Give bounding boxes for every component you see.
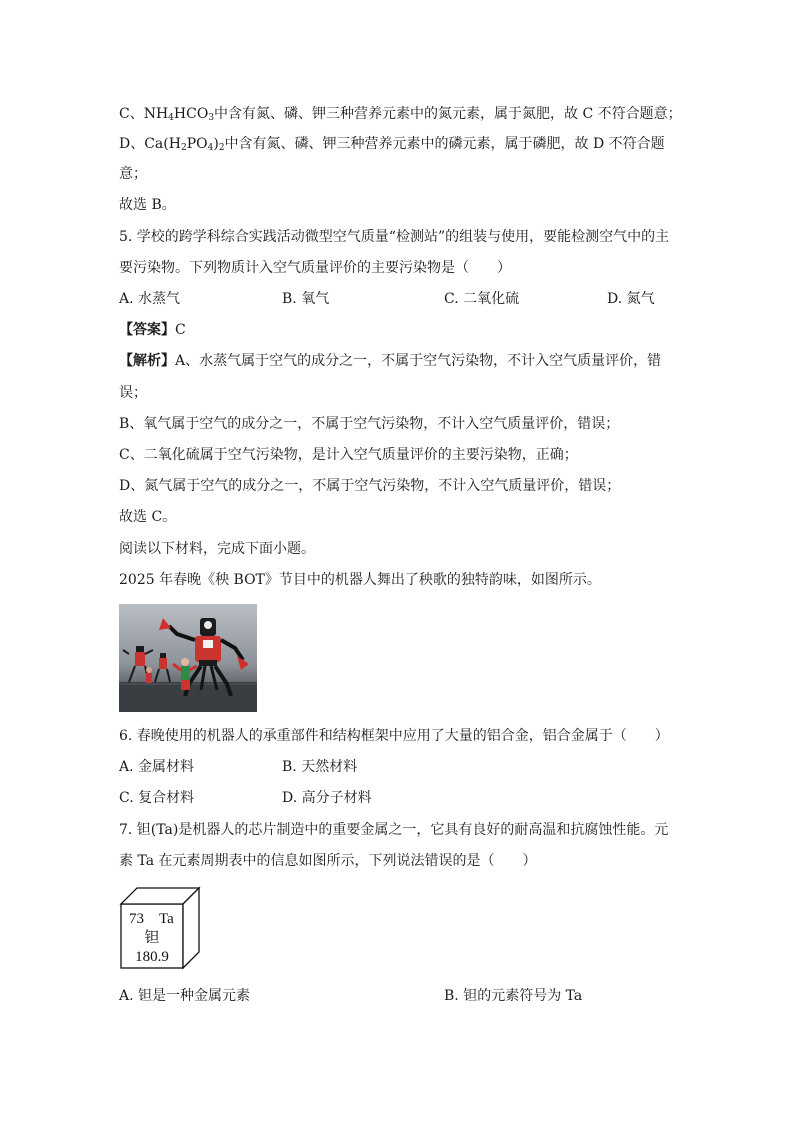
q6-stem: 6. 春晚使用的机器人的承重部件和结构框架中应用了大量的铝合金，铝合金属于（ ） [119,728,669,744]
q7-option-a: A. 钽是一种金属元素 [119,988,251,1004]
q5-option-a: A. 水蒸气 [119,291,181,307]
q6-option-c: C. 复合材料 [119,790,195,806]
element-symbol: Ta [159,911,174,927]
q6-option-b: B. 天然材料 [282,759,358,775]
q5-analysis-line-1: 【解析】A、水蒸气属于空气的成分之一，不属于空气污染物，不计入空气质量评价，错 [119,353,662,369]
q5-stem-line-1: 5. 学校的跨学科综合实践活动微型空气质量“检测站”的组装与使用，要能检测空气中的主 [119,229,670,245]
line-option-d-continued: 意； [119,166,147,182]
robot-stage-photo [119,604,257,712]
element-atomic-mass: 180.9 [135,949,169,965]
element-name: 钽 [144,930,160,946]
q5-analysis-line-3: B、氧气属于空气的成分之一，不属于空气污染物，不计入空气质量评价，错误； [119,416,620,432]
q5-stem-line-2: 要污染物。下列物质计入空气质量评价的主要污染物是（ ） [119,260,511,276]
q5-analysis-line-4: C、二氧化硫属于空气污染物，是计入空气质量评价的主要污染物，正确； [119,447,578,463]
line-option-c-explanation: C、$NH_4HCO_3$中含有氮、磷、钾三种营养元素中的氮元素，属于氮肥，故 C 不符合题意； [119,106,682,123]
analysis-label: 【解析】 [119,353,175,369]
q5-answer [119,321,186,339]
q5-analysis-line-5: D、氮气属于空气的成分之一，不属于空气污染物，不计入空气质量评价，错误； [119,478,621,494]
q7-option-b: B. 钽的元素符号为 Ta [444,988,583,1004]
q5-option-c: C. 二氧化硫 [444,291,520,307]
q5-analysis-line-6: 故选 C。 [119,509,177,525]
material-intro: 阅读以下材料，完成下面小题。 [119,541,315,557]
q6-option-d: D. 高分子材料 [282,790,372,806]
q5-analysis-line-2: 误； [119,385,147,401]
q5-option-b: B. 氧气 [282,291,330,307]
material-text: 2025 年春晚《秧 BOT》节目中的机器人舞出了秧歌的独特韵味，如图所示。 [119,572,601,588]
line-choose-b: 故选 B。 [119,197,176,213]
line-option-d-explanation: D、$Ca(H_2PO_4)_2$中含有氮、磷、钾三种营养元素中的磷元素，属于磷肥，故 D 不符合题 [119,136,665,153]
element-atomic-number: 73 [129,911,144,927]
answer-label: 【答案】 [119,322,175,338]
element-tile-diagram [117,884,207,974]
q7-stem-line-1: 7. 钽(Ta)是机器人的芯片制造中的重要金属之一，它具有良好的耐高温和抗腐蚀性能。元 [119,822,669,838]
q7-stem-line-2: 素 Ta 在元素周期表中的信息如图所示，下列说法错误的是（ ） [119,853,537,869]
answer-value: C [175,322,186,338]
q6-option-a: A. 金属材料 [119,759,195,775]
q5-option-d: D. 氮气 [607,291,655,307]
